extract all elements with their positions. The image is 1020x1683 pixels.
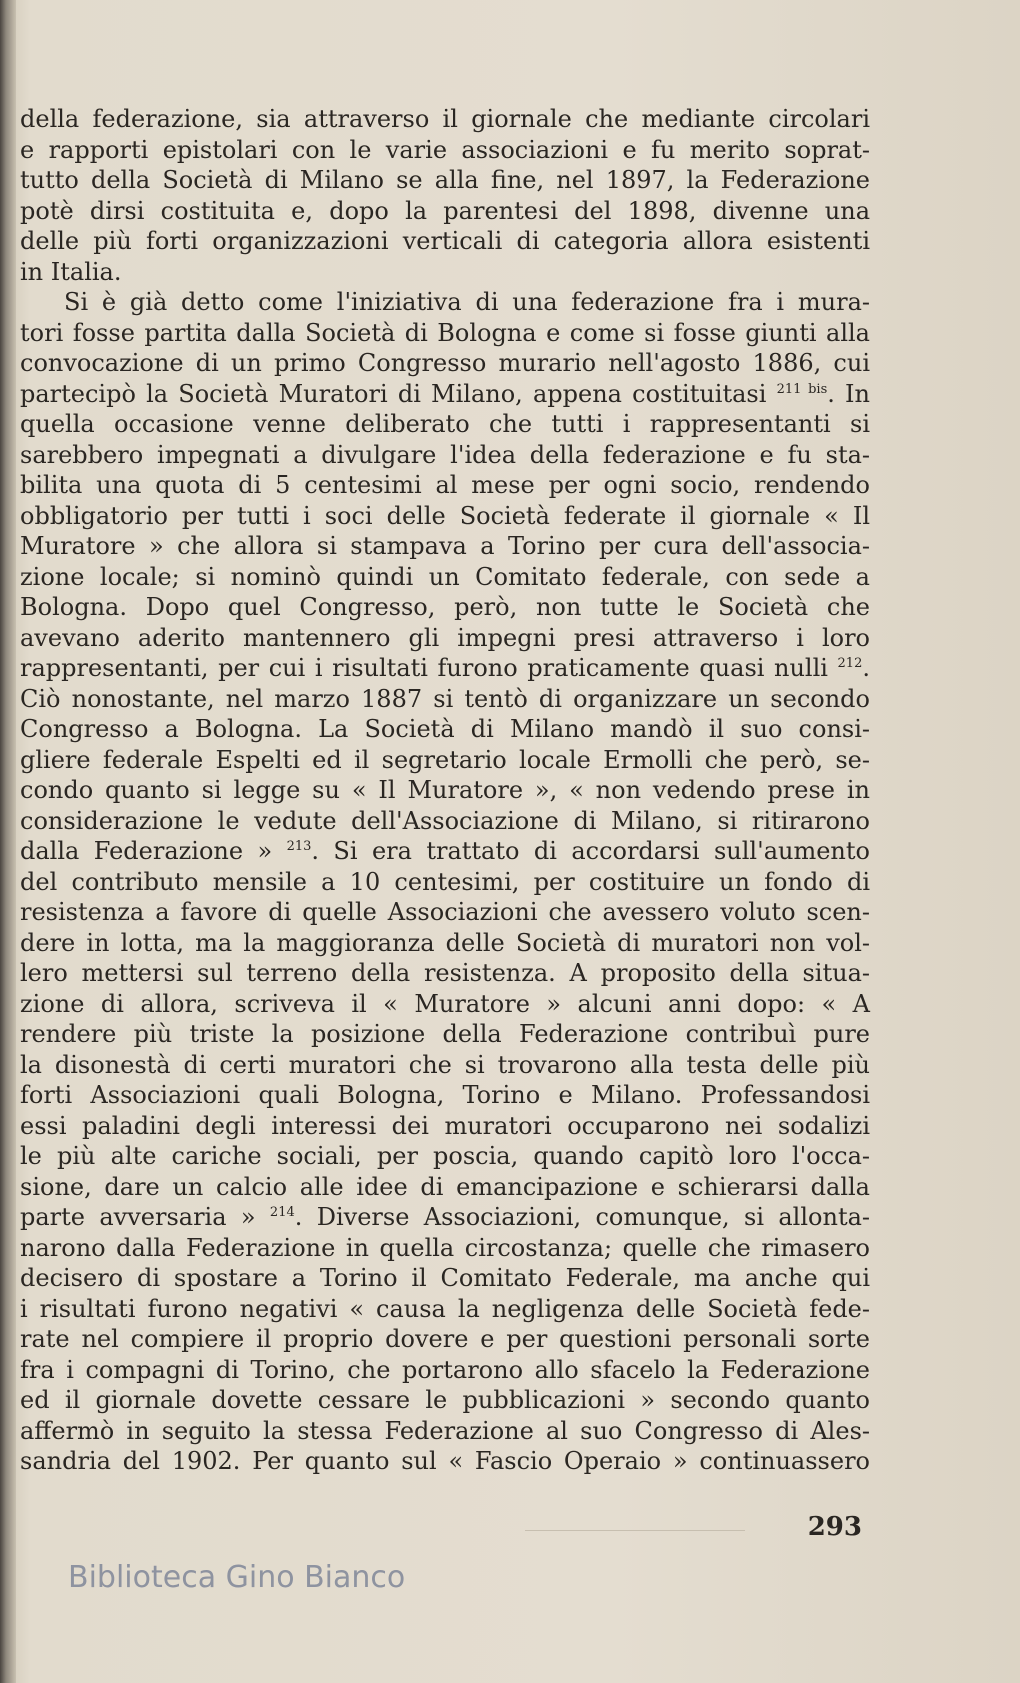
line-text: le più alte cariche sociali, per poscia, quando capitò loro l'occa-	[20, 1142, 870, 1170]
text-line	[20, 1050, 870, 1081]
line-text: Ciò nonostante, nel marzo 1887 si tentò di organizzare un secondo	[20, 684, 870, 713]
footnote-ref: 214	[269, 1205, 295, 1220]
line-text: Congresso a Bologna. La Società di Milano mandò il suo consi-	[20, 715, 870, 743]
footnote-ref: 211 bis	[776, 381, 828, 397]
line-text-after: .	[862, 654, 870, 682]
line-text: rate nel compiere il proprio dovere e per questioni personali sorte	[20, 1325, 870, 1353]
line-text: in Italia.	[20, 257, 122, 286]
line-text: ed il giornale dovette cessare le pubblicazioni » secondo quanto	[20, 1386, 870, 1414]
text-line	[20, 348, 870, 379]
text-line	[20, 562, 870, 593]
text-line	[20, 1141, 870, 1172]
text-line	[20, 440, 870, 471]
text-line	[20, 928, 870, 959]
library-watermark: Biblioteca Gino Bianco	[68, 1560, 406, 1595]
line-text: zione locale; si nominò quindi un Comitato federale, con sede a	[20, 562, 870, 591]
line-text: narono dalla Federazione in quella circostanza; quelle che rimasero	[20, 1233, 870, 1262]
body-text	[20, 104, 870, 1477]
text-line	[20, 1294, 870, 1325]
text-line	[20, 1263, 870, 1294]
text-line	[20, 1080, 870, 1111]
text-line	[20, 958, 870, 989]
line-text: lero mettersi sul terreno della resistenza. A proposito della situa-	[20, 959, 870, 987]
line-text: sarebbero impegnati a divulgare l'idea della federazione e fu sta-	[20, 440, 870, 469]
line-text: sione, dare un calcio alle idee di emancipazione e schierarsi dalla	[20, 1172, 870, 1201]
text-line	[20, 318, 870, 349]
line-text: essi paladini degli interessi dei muratori occuparono nei sodalizi	[20, 1111, 870, 1140]
line-text: affermò in seguito la stessa Federazione al suo Congresso di Ales-	[20, 1416, 870, 1445]
line-text: rappresentanti, per cui i risultati furono praticamente quasi nulli	[20, 654, 838, 682]
text-line	[20, 714, 870, 745]
text-line	[20, 165, 870, 196]
line-text: i risultati furono negativi « causa la negligenza delle Società fede-	[20, 1294, 870, 1323]
text-line	[20, 1111, 870, 1142]
line-text: zione di allora, scriveva il « Muratore » alcuni anni dopo: « A	[20, 989, 870, 1018]
text-line	[20, 470, 870, 501]
line-text: fra i compagni di Torino, che portarono allo sfacelo la Federazione	[20, 1355, 870, 1384]
line-text: Muratore » che allora si stampava a Torino per cura dell'associa-	[20, 532, 870, 560]
line-text: dalla Federazione »	[20, 837, 287, 865]
text-line	[20, 897, 870, 928]
faint-rule	[525, 1530, 745, 1531]
text-line	[20, 989, 870, 1020]
text-line	[20, 1385, 870, 1416]
line-text: tori fosse partita dalla Società di Bologna e come si fosse giunti alla	[20, 318, 870, 347]
text-line	[20, 104, 870, 135]
text-line	[20, 684, 870, 715]
line-text: sandria del 1902. Per quanto sul « Fascio Operaio » continuassero	[20, 1447, 870, 1475]
text-line	[20, 1446, 870, 1477]
line-text: convocazione di un primo Congresso murario nell'agosto 1886, cui	[20, 349, 870, 377]
text-line	[20, 1172, 870, 1203]
line-text: resistenza a favore di quelle Associazioni che avessero voluto scen-	[20, 898, 870, 926]
text-line	[20, 1355, 870, 1386]
page-number: 293	[807, 1512, 862, 1542]
text-line	[20, 196, 870, 227]
line-text: obbligatorio per tutti i soci delle Società federate il giornale « Il	[20, 501, 870, 530]
text-line	[20, 592, 870, 623]
text-line	[20, 1202, 870, 1233]
text-line	[20, 806, 870, 837]
text-line	[20, 623, 870, 654]
line-text: partecipò la Società Muratori di Milano, appena costituitasi	[20, 379, 777, 408]
text-line	[20, 836, 870, 867]
line-text: bilita una quota di 5 centesimi al mese per ogni socio, rendendo	[20, 471, 870, 499]
line-text: avevano aderito mantennero gli impegni presi attraverso i loro	[20, 623, 870, 652]
line-text: dere in lotta, ma la maggioranza delle Società di muratori non vol-	[20, 928, 870, 957]
line-text: gliere federale Espelti ed il segretario locale Ermolli che però, se-	[20, 745, 870, 774]
text-line	[20, 287, 870, 318]
text-line	[20, 1233, 870, 1264]
text-line	[20, 1324, 870, 1355]
line-text: considerazione le vedute dell'Associazione di Milano, si ritirarono	[20, 806, 870, 835]
page-binding-edge	[0, 0, 16, 1683]
line-text-after: . Diverse Associazioni, comunque, si allonta-	[294, 1203, 871, 1231]
line-text: la disonestà di certi muratori che si trovarono alla testa delle più	[20, 1050, 870, 1079]
text-line	[20, 531, 870, 562]
text-line	[20, 135, 870, 166]
text-line	[20, 867, 870, 898]
line-text: condo quanto si legge su « Il Muratore », « non vedendo prese in	[20, 776, 870, 804]
footnote-ref: 212	[837, 656, 863, 671]
text-line	[20, 745, 870, 776]
line-text: del contributo mensile a 10 centesimi, per costituire un fondo di	[20, 867, 870, 896]
text-line	[20, 409, 870, 440]
line-text: quella occasione venne deliberato che tutti i rappresentanti si	[20, 410, 870, 438]
line-text: decisero di spostare a Torino il Comitato Federale, ma anche qui	[20, 1264, 870, 1292]
line-text: Si è già detto come l'iniziativa di una federazione fra i mura-	[64, 288, 870, 316]
line-text-after: . In	[827, 379, 870, 408]
text-line	[20, 226, 870, 257]
line-text: Bologna. Dopo quel Congresso, però, non tutte le Società che	[20, 593, 870, 621]
text-line	[20, 1019, 870, 1050]
text-line	[20, 257, 870, 288]
line-text: rendere più triste la posizione della Federazione contribuì pure	[20, 1020, 870, 1048]
line-text: parte avversaria »	[20, 1203, 270, 1231]
line-text: e rapporti epistolari con le varie associazioni e fu merito soprat-	[20, 135, 870, 164]
text-line	[20, 379, 870, 410]
line-text: delle più forti organizzazioni verticali di categoria allora esistenti	[20, 227, 870, 255]
line-text: potè dirsi costituita e, dopo la parentesi del 1898, divenne una	[20, 196, 870, 225]
footnote-ref: 213	[286, 839, 312, 854]
text-line	[20, 501, 870, 532]
line-text: forti Associazioni quali Bologna, Torino e Milano. Professandosi	[20, 1081, 870, 1109]
line-text-after: . Si era trattato di accordarsi sull'aumento	[311, 837, 870, 865]
text-line	[20, 1416, 870, 1447]
line-text: tutto della Società di Milano se alla fine, nel 1897, la Federazione	[20, 166, 870, 194]
text-line	[20, 775, 870, 806]
text-line	[20, 653, 870, 684]
line-text: della federazione, sia attraverso il giornale che mediante circolari	[20, 105, 870, 133]
